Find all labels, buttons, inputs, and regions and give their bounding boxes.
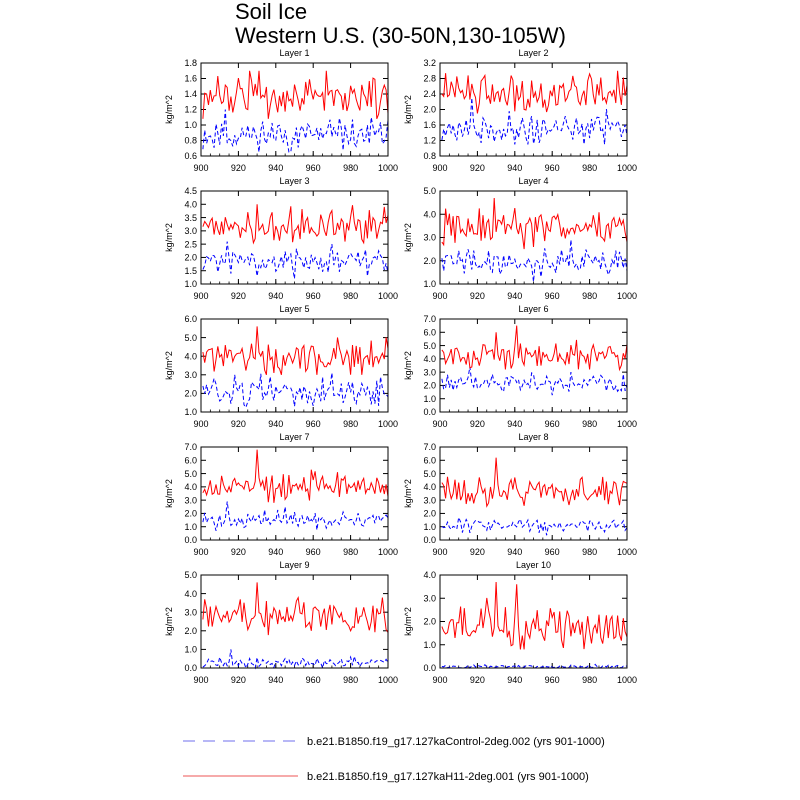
x-tick-label: 960 bbox=[544, 419, 560, 429]
y-tick-label: 1.0 bbox=[184, 279, 197, 290]
y-tick-label: 2.0 bbox=[184, 388, 197, 399]
panel-title: Layer 1 bbox=[279, 48, 310, 58]
y-tick-label: 4.0 bbox=[184, 482, 197, 493]
x-tick-label: 900 bbox=[432, 419, 448, 429]
x-tick-label: 980 bbox=[343, 291, 359, 301]
y-tick-label: 2.0 bbox=[423, 616, 436, 627]
y-tick-label: 2.4 bbox=[423, 89, 436, 100]
plot-frame bbox=[440, 191, 627, 284]
x-tick-label: 940 bbox=[507, 291, 523, 301]
x-tick-label: 980 bbox=[582, 419, 598, 429]
plot-frame bbox=[440, 319, 627, 412]
control-series-line bbox=[442, 517, 627, 535]
h11-series-line bbox=[442, 71, 627, 114]
y-tick-label: 2.0 bbox=[423, 104, 436, 115]
panel-layer-4 bbox=[403, 176, 637, 301]
y-tick-label: 6.0 bbox=[423, 327, 436, 338]
panel-layer-1 bbox=[164, 48, 398, 173]
y-tick-label: 3.5 bbox=[184, 212, 197, 223]
x-tick-label: 900 bbox=[432, 163, 448, 173]
y-tick-label: 0.0 bbox=[423, 407, 436, 418]
x-tick-label: 960 bbox=[305, 419, 321, 429]
x-tick-label: 1000 bbox=[616, 419, 638, 429]
h11-series-line bbox=[203, 582, 388, 635]
y-tick-label: 6.0 bbox=[184, 455, 197, 466]
x-tick-label: 980 bbox=[582, 163, 598, 173]
y-tick-label: 1.4 bbox=[184, 89, 197, 100]
y-tick-label: 2.0 bbox=[423, 255, 436, 266]
x-tick-label: 960 bbox=[544, 675, 560, 685]
y-tick-label: 4.0 bbox=[184, 351, 197, 362]
x-tick-label: 940 bbox=[268, 419, 284, 429]
y-tick-label: 4.0 bbox=[423, 570, 436, 581]
panel-layer-5 bbox=[164, 304, 398, 429]
y-axis-label: kg/m^2 bbox=[403, 351, 413, 380]
y-tick-label: 1.6 bbox=[184, 73, 197, 84]
x-tick-label: 940 bbox=[268, 675, 284, 685]
panel-title: Layer 5 bbox=[279, 304, 310, 314]
y-tick-label: 1.8 bbox=[184, 58, 197, 69]
control-series-line bbox=[203, 373, 388, 408]
x-tick-label: 900 bbox=[432, 547, 448, 557]
y-tick-label: 0.0 bbox=[423, 663, 436, 674]
x-tick-label: 960 bbox=[544, 547, 560, 557]
y-tick-label: 2.5 bbox=[184, 239, 197, 250]
y-tick-label: 1.5 bbox=[184, 265, 197, 276]
x-tick-label: 980 bbox=[343, 547, 359, 557]
x-tick-label: 900 bbox=[193, 419, 209, 429]
legend-label: b.e21.B1850.f19_g17.127kaControl-2deg.002 (yrs 901-1000) bbox=[307, 736, 605, 748]
y-tick-label: 2.0 bbox=[184, 508, 197, 519]
y-tick-label: 6.0 bbox=[184, 314, 197, 325]
panel-layer-6 bbox=[403, 304, 637, 429]
figure-subtitle: Western U.S. (30-50N,130-105W) bbox=[235, 23, 566, 48]
x-tick-label: 920 bbox=[230, 547, 246, 557]
y-tick-label: 1.6 bbox=[423, 120, 436, 131]
x-tick-label: 900 bbox=[432, 675, 448, 685]
h11-series-line bbox=[203, 450, 388, 503]
x-tick-label: 960 bbox=[544, 291, 560, 301]
y-tick-label: 2.0 bbox=[423, 380, 436, 391]
y-tick-label: 4.0 bbox=[423, 209, 436, 220]
x-tick-label: 940 bbox=[268, 291, 284, 301]
control-series-line bbox=[442, 240, 627, 282]
y-tick-label: 0.0 bbox=[423, 535, 436, 546]
y-tick-label: 1.0 bbox=[184, 644, 197, 655]
panel-title: Layer 8 bbox=[518, 432, 549, 442]
y-tick-label: 7.0 bbox=[423, 442, 436, 453]
h11-series-line bbox=[203, 326, 388, 374]
x-tick-label: 920 bbox=[230, 675, 246, 685]
y-tick-label: 1.0 bbox=[423, 521, 436, 532]
x-tick-label: 960 bbox=[305, 547, 321, 557]
y-axis-label: kg/m^2 bbox=[164, 95, 174, 124]
x-tick-label: 900 bbox=[193, 163, 209, 173]
h11-series-line bbox=[442, 198, 627, 249]
x-tick-label: 1000 bbox=[616, 291, 638, 301]
x-tick-label: 960 bbox=[305, 675, 321, 685]
y-tick-label: 1.0 bbox=[423, 279, 436, 290]
y-tick-label: 5.0 bbox=[423, 186, 436, 197]
control-series-line bbox=[442, 98, 627, 144]
panel-title: Layer 4 bbox=[518, 176, 549, 186]
x-tick-label: 980 bbox=[343, 675, 359, 685]
panel-layer-2 bbox=[403, 48, 637, 173]
y-tick-label: 3.0 bbox=[184, 607, 197, 618]
x-tick-label: 920 bbox=[469, 547, 485, 557]
control-series-line bbox=[203, 110, 388, 153]
x-tick-label: 920 bbox=[230, 291, 246, 301]
control-series-line bbox=[442, 367, 627, 395]
plot-frame bbox=[201, 447, 388, 540]
y-tick-label: 4.0 bbox=[423, 482, 436, 493]
y-tick-label: 0.8 bbox=[184, 135, 197, 146]
y-tick-label: 1.0 bbox=[184, 407, 197, 418]
panel-title: Layer 10 bbox=[515, 560, 552, 570]
x-tick-label: 1000 bbox=[377, 291, 399, 301]
y-tick-label: 1.0 bbox=[184, 521, 197, 532]
x-tick-label: 940 bbox=[507, 547, 523, 557]
x-tick-label: 1000 bbox=[616, 163, 638, 173]
h11-series-line bbox=[442, 326, 627, 370]
x-tick-label: 920 bbox=[469, 419, 485, 429]
y-axis-label: kg/m^2 bbox=[403, 223, 413, 252]
y-tick-label: 3.2 bbox=[423, 58, 436, 69]
y-tick-label: 0.0 bbox=[184, 535, 197, 546]
y-axis-label: kg/m^2 bbox=[164, 479, 174, 508]
x-tick-label: 1000 bbox=[377, 547, 399, 557]
x-tick-label: 960 bbox=[305, 291, 321, 301]
x-tick-label: 940 bbox=[268, 547, 284, 557]
panel-title: Layer 9 bbox=[279, 560, 310, 570]
panel-title: Layer 3 bbox=[279, 176, 310, 186]
panel-title: Layer 7 bbox=[279, 432, 310, 442]
y-tick-label: 5.0 bbox=[184, 332, 197, 343]
x-tick-label: 1000 bbox=[377, 675, 399, 685]
x-tick-label: 1000 bbox=[616, 675, 638, 685]
panel-layer-7 bbox=[164, 432, 398, 557]
x-tick-label: 920 bbox=[469, 291, 485, 301]
y-tick-label: 7.0 bbox=[184, 442, 197, 453]
y-axis-label: kg/m^2 bbox=[164, 351, 174, 380]
y-tick-label: 4.0 bbox=[184, 199, 197, 210]
panel-layer-9 bbox=[164, 560, 398, 685]
y-tick-label: 1.0 bbox=[423, 393, 436, 404]
x-tick-label: 940 bbox=[507, 163, 523, 173]
control-series-line bbox=[203, 502, 388, 531]
h11-series-line bbox=[203, 71, 388, 119]
y-tick-label: 2.0 bbox=[184, 252, 197, 263]
x-tick-label: 900 bbox=[193, 547, 209, 557]
control-series-line bbox=[203, 242, 388, 279]
x-tick-label: 940 bbox=[507, 675, 523, 685]
legend-label: b.e21.B1850.f19_g17.127kaH11-2deg.001 (yrs 901-1000) bbox=[307, 771, 589, 783]
x-tick-label: 980 bbox=[582, 291, 598, 301]
x-tick-label: 920 bbox=[469, 675, 485, 685]
y-tick-label: 5.0 bbox=[423, 340, 436, 351]
y-tick-label: 5.0 bbox=[184, 570, 197, 581]
x-tick-label: 900 bbox=[432, 291, 448, 301]
x-tick-label: 960 bbox=[544, 163, 560, 173]
y-tick-label: 2.8 bbox=[423, 73, 436, 84]
x-tick-label: 900 bbox=[193, 291, 209, 301]
x-tick-label: 1000 bbox=[377, 163, 399, 173]
y-tick-label: 0.0 bbox=[184, 663, 197, 674]
x-tick-label: 980 bbox=[582, 547, 598, 557]
y-tick-label: 3.0 bbox=[184, 370, 197, 380]
y-tick-label: 3.0 bbox=[184, 226, 197, 237]
figure-title: Soil Ice bbox=[235, 0, 308, 24]
y-tick-label: 3.0 bbox=[423, 495, 436, 506]
y-tick-label: 3.0 bbox=[423, 367, 436, 378]
y-tick-label: 1.2 bbox=[423, 135, 436, 146]
y-axis-label: kg/m^2 bbox=[164, 223, 174, 252]
y-tick-label: 2.0 bbox=[423, 508, 436, 519]
x-tick-label: 960 bbox=[305, 163, 321, 173]
x-tick-label: 920 bbox=[230, 163, 246, 173]
y-axis-label: kg/m^2 bbox=[403, 479, 413, 508]
y-tick-label: 4.5 bbox=[184, 186, 197, 197]
y-tick-label: 6.0 bbox=[423, 455, 436, 466]
panel-title: Layer 2 bbox=[518, 48, 549, 58]
y-tick-label: 0.6 bbox=[184, 151, 197, 162]
panel-layer-8 bbox=[403, 432, 637, 557]
x-tick-label: 940 bbox=[507, 419, 523, 429]
panel-layer-3 bbox=[164, 176, 398, 301]
y-axis-label: kg/m^2 bbox=[403, 607, 413, 636]
y-axis-label: kg/m^2 bbox=[164, 607, 174, 636]
y-tick-label: 7.0 bbox=[423, 314, 436, 325]
x-tick-label: 900 bbox=[193, 675, 209, 685]
plot-frame bbox=[201, 191, 388, 284]
h11-series-line bbox=[203, 204, 388, 243]
y-tick-label: 0.8 bbox=[423, 151, 436, 162]
y-tick-label: 3.0 bbox=[184, 495, 197, 506]
h11-series-line bbox=[442, 458, 627, 507]
y-tick-label: 2.0 bbox=[184, 626, 197, 636]
y-axis-label: kg/m^2 bbox=[403, 95, 413, 124]
h11-series-line bbox=[442, 582, 627, 649]
x-tick-label: 1000 bbox=[377, 419, 399, 429]
x-tick-label: 920 bbox=[469, 163, 485, 173]
y-tick-label: 4.0 bbox=[423, 354, 436, 365]
y-tick-label: 3.0 bbox=[423, 232, 436, 243]
plot-frame bbox=[201, 319, 388, 412]
y-tick-label: 5.0 bbox=[423, 468, 436, 479]
y-tick-label: 1.0 bbox=[184, 120, 197, 131]
x-tick-label: 980 bbox=[343, 419, 359, 429]
control-series-line bbox=[203, 649, 388, 668]
y-tick-label: 3.0 bbox=[423, 593, 436, 604]
x-tick-label: 940 bbox=[268, 163, 284, 173]
y-tick-label: 1.0 bbox=[423, 639, 436, 650]
y-tick-label: 5.0 bbox=[184, 468, 197, 479]
x-tick-label: 920 bbox=[230, 419, 246, 429]
x-tick-label: 980 bbox=[343, 163, 359, 173]
y-tick-label: 4.0 bbox=[184, 588, 197, 599]
panel-title: Layer 6 bbox=[518, 304, 549, 314]
x-tick-label: 1000 bbox=[616, 547, 638, 557]
y-tick-label: 1.2 bbox=[184, 104, 197, 115]
x-tick-label: 980 bbox=[582, 675, 598, 685]
panel-layer-10 bbox=[403, 560, 637, 685]
